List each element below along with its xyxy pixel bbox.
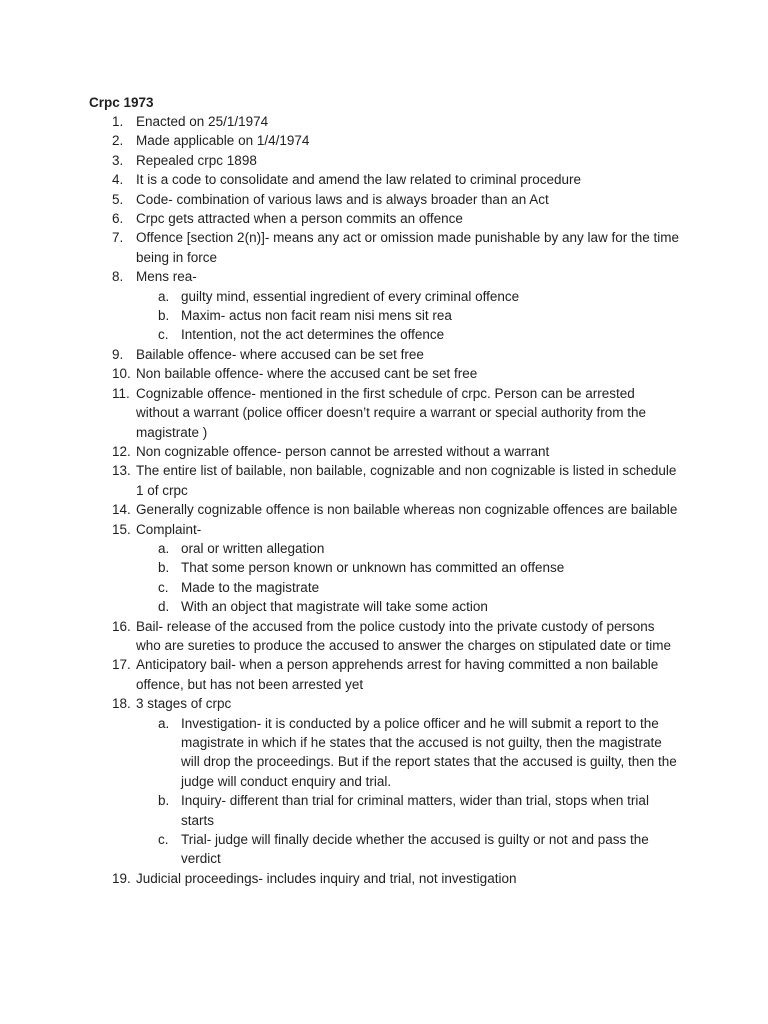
list-item <box>0 384 768 442</box>
sub-list-item-letter: b. <box>158 308 170 324</box>
list-item-text: Offence [section 2(n)]- means any act or omission made punishable by any law for the time being in force <box>136 230 680 265</box>
sub-list-item-text: That some person known or unknown has committed an offense <box>181 560 565 576</box>
list-item <box>0 267 768 286</box>
sub-list-item-letter: b. <box>158 793 170 809</box>
list-item-number: 3. <box>112 152 124 168</box>
list-item <box>0 151 768 170</box>
list-item <box>0 228 768 267</box>
list-item-text: Generally cognizable offence is non bailable whereas non cognizable offences are bailable <box>136 502 678 518</box>
list-item <box>0 442 768 461</box>
list-item <box>0 170 768 189</box>
sub-list-item-text: Trial- judge will finally decide whether the accused is guilty or not and pass the verdict <box>181 832 649 867</box>
list-item-number: 11. <box>112 385 130 401</box>
sub-list-item <box>0 597 768 616</box>
list-item-text: Bail- release of the accused from the police custody into the private custody of persons who are sureties to produce the accused to answer the charges on stipulated date or time <box>136 618 672 653</box>
list-item-text: Judicial proceedings- includes inquiry and trial, not investigation <box>136 870 517 886</box>
list-item-text: Code- combination of various laws and is always broader than an Act <box>136 191 549 207</box>
list-item <box>0 364 768 383</box>
sub-list-item-text: Made to the magistrate <box>181 579 320 595</box>
list-item <box>0 655 768 694</box>
list-item-text: Enacted on 25/1/1974 <box>136 114 269 129</box>
list-item-number: 15. <box>112 521 131 537</box>
list-item-number: 4. <box>112 172 124 188</box>
list-item-number: 13. <box>112 463 131 479</box>
list-item <box>0 694 768 713</box>
list-item <box>0 869 768 888</box>
list-item-number: 16. <box>112 618 131 634</box>
sub-list-item <box>0 558 768 577</box>
list-item-number: 2. <box>112 133 124 149</box>
sub-list-item <box>0 714 768 792</box>
list-item-number: 17. <box>112 657 131 673</box>
sub-list-item <box>0 287 768 306</box>
list-item-number: 7. <box>112 230 124 246</box>
sub-list-item-letter: b. <box>158 560 170 576</box>
list-item-number: 9. <box>112 346 124 362</box>
list-item-number: 10. <box>112 366 131 382</box>
list-item-number: 8. <box>112 269 124 285</box>
sub-list-item-letter: a. <box>158 715 170 731</box>
sub-list-item-text: Maxim- actus non facit ream nisi mens sit rea <box>181 308 452 324</box>
sub-list-item-letter: d. <box>158 599 170 615</box>
list-item-text: Non cognizable offence- person cannot be arrested without a warrant <box>136 443 550 459</box>
list-item-text: Crpc gets attracted when a person commits an offence <box>136 211 463 227</box>
list-item <box>0 520 768 539</box>
sub-list-item-letter: a. <box>158 540 170 556</box>
sub-list-item-letter: c. <box>158 832 169 848</box>
sub-list-item-text: With an object that magistrate will take some action <box>181 599 488 615</box>
list-item-text: Non bailable offence- where the accused cant be set free <box>136 366 478 382</box>
list-item-number: 18. <box>112 696 131 712</box>
list-item <box>0 112 768 131</box>
list-item <box>0 617 768 656</box>
list-item-text: Complaint- <box>136 521 202 537</box>
sub-list-item <box>0 791 768 830</box>
sub-list-item <box>0 578 768 597</box>
list-item-text: The entire list of bailable, non bailable, cognizable and non cognizable is listed in schedule 1 of crpc <box>136 463 677 498</box>
sub-list-item-letter: c. <box>158 327 169 343</box>
list-item-text: 3 stages of crpc <box>136 696 232 712</box>
sub-list-item <box>0 830 768 869</box>
list-item-text: Made applicable on 1/4/1974 <box>136 133 310 149</box>
sub-list-item-letter: c. <box>158 579 169 595</box>
sub-list-item-text: Investigation- it is conducted by a police officer and he will submit a report to the magistrate in which if he states that the accused is not guilty, then the magistrate will drop the proceedings. But if the report states that the accused is guilty, then the judge will conduct enquiry and trial. <box>181 715 677 789</box>
sub-list-item <box>0 325 768 344</box>
list-item <box>0 500 768 519</box>
list-item <box>0 345 768 364</box>
list-item-number: 1. <box>112 114 124 129</box>
sub-list-item-text: Intention, not the act determines the offence <box>181 327 445 343</box>
list-item <box>0 131 768 150</box>
sub-list-item-letter: a. <box>158 288 170 304</box>
numbered-list <box>0 112 768 888</box>
sub-list-item <box>0 306 768 325</box>
document-title: Crpc 1973 <box>89 95 154 110</box>
list-item-number: 19. <box>112 870 131 886</box>
list-item-number: 12. <box>112 443 131 459</box>
list-item-number: 6. <box>112 211 124 227</box>
list-item-text: Bailable offence- where accused can be set free <box>136 346 424 362</box>
list-item-number: 5. <box>112 191 124 207</box>
list-item-text: Anticipatory bail- when a person apprehends arrest for having committed a non bailable offence, but has not been arrested yet <box>136 657 659 692</box>
list-item-text: Repealed crpc 1898 <box>136 152 257 168</box>
sub-list-item-text: guilty mind, essential ingredient of every criminal offence <box>181 288 520 304</box>
list-item <box>0 190 768 209</box>
list-item-text: It is a code to consolidate and amend the law related to criminal procedure <box>136 172 582 188</box>
sub-list-item-text: oral or written allegation <box>181 540 325 556</box>
list-item <box>0 209 768 228</box>
sub-list-item <box>0 539 768 558</box>
sub-list-item-text: Inquiry- different than trial for criminal matters, wider than trial, stops when trial starts <box>181 793 649 828</box>
list-item-number: 14. <box>112 502 131 518</box>
list-item <box>0 461 768 500</box>
list-item-text: Mens rea- <box>136 269 197 285</box>
list-item-text: Cognizable offence- mentioned in the first schedule of crpc. Person can be arrested without a warrant (police officer doesn’t require a warrant or special authority from the magistrate ) <box>136 385 646 440</box>
